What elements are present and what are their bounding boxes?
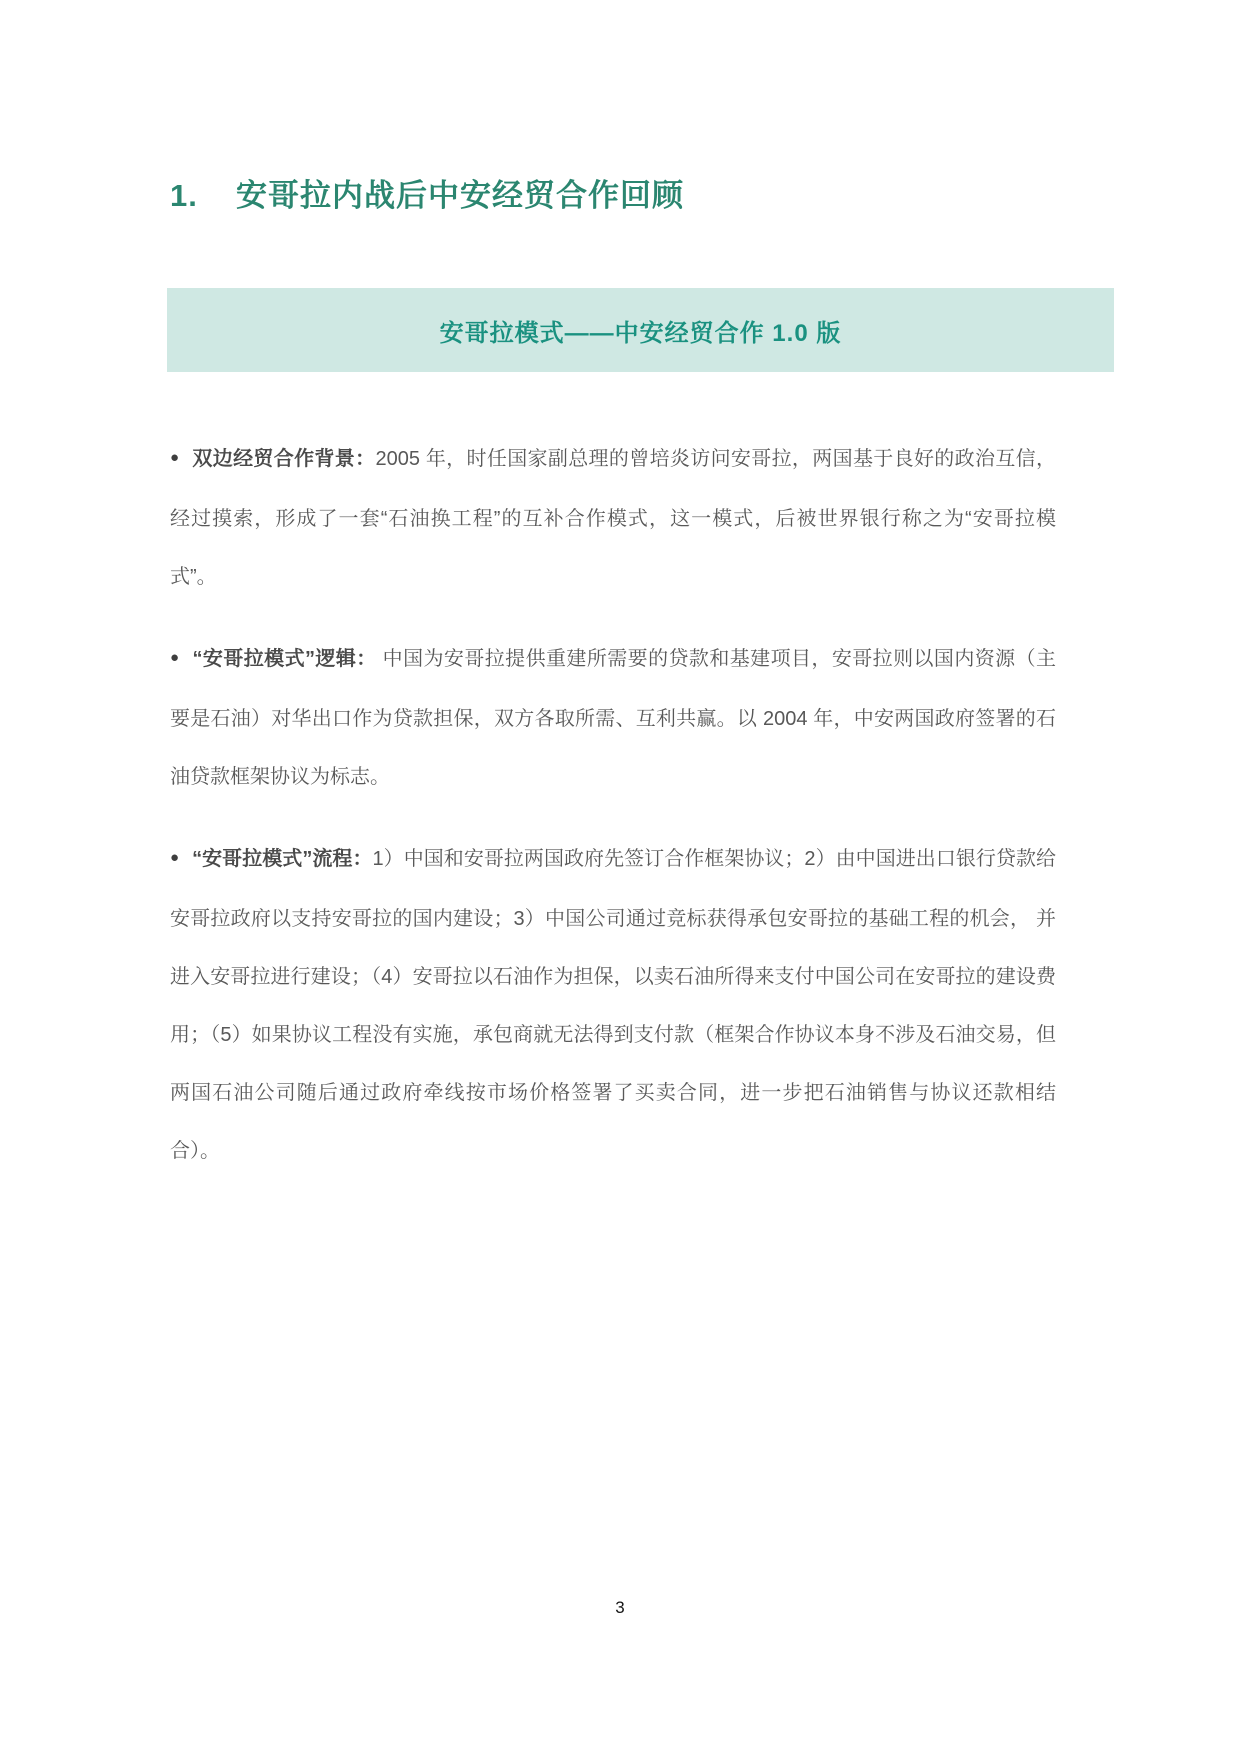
- bullet-text: 中国为安哥拉提供重建所需要的贷款和基建项目，安哥拉则以国内资源（主要是石油）对华出口作为贷款担保，双方各取所需、互利共赢。以 2004 年，中安两国政府签署的石油贷款框架协议为标志。: [170, 648, 1057, 788]
- bullet-text: 2005 年，时任国家副总理的曾培炎访问安哥拉，两国基于良好的政治互信，经过摸索，形成了一套“石油换工程”的互补合作模式，这一模式，后被世界银行称之为“安哥拉模式”。: [170, 448, 1056, 588]
- bullet-paragraph-background: [170, 430, 1056, 606]
- bullet-label: 双边经贸合作背景：: [192, 448, 376, 470]
- callout-banner-title: 安哥拉模式——中安经贸合作 1.0 版: [439, 319, 842, 347]
- body-content: [170, 430, 1056, 1204]
- bullet-marker-icon: ●: [170, 449, 180, 466]
- section-title: 安哥拉内战后中安经贸合作回顾: [236, 178, 684, 213]
- bullet-text: 1）中国和安哥拉两国政府先签订合作框架协议；2）由中国进出口银行贷款给安哥拉政府以支持安哥拉的国内建设；3）中国公司通过竞标获得承包安哥拉的基础工程的机会， 并进入安哥拉进行建设；（4）安哥拉以石油作为担保，以卖石油所得来支付中国公司在安哥拉的建设费用；（5）如果协议工程没有实施，承包商就无法得到支付款（框架合作协议本身不涉及石油交易，但两国石油公司随后通过政府牵线按市场价格签署了买卖合同，进一步把石油销售与协议还款相结合）。: [170, 848, 1057, 1162]
- bullet-paragraph-logic: [170, 630, 1056, 806]
- section-heading: [170, 170, 684, 215]
- bullet-marker-icon: ●: [170, 649, 180, 666]
- bullet-label: “安哥拉模式”逻辑：: [192, 648, 377, 670]
- bullet-marker-icon: ●: [170, 849, 180, 866]
- section-number: 1.: [170, 178, 198, 213]
- callout-banner: [167, 288, 1114, 372]
- bullet-label: “安哥拉模式”流程：: [192, 848, 373, 870]
- page-number: 3: [615, 1598, 625, 1617]
- bullet-paragraph-process: [170, 830, 1056, 1180]
